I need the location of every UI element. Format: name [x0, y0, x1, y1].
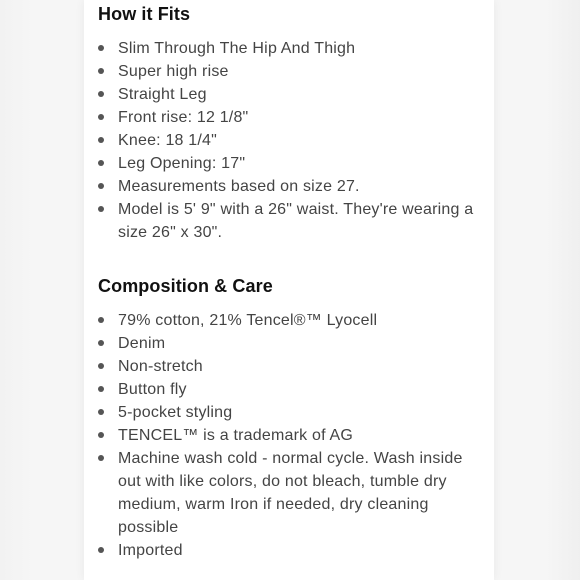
fit-item-rise: Super high rise [98, 60, 478, 83]
care-item-fly: Button fly [98, 378, 478, 401]
care-item-imported: Imported [98, 539, 478, 562]
care-item-stretch: Non-stretch [98, 355, 478, 378]
how-it-fits-heading: How it Fits [98, 4, 191, 24]
fit-item-front-rise: Front rise: 12 1/8" [98, 106, 478, 129]
fit-item-leg: Straight Leg [98, 83, 478, 106]
care-item-pockets: 5-pocket styling [98, 401, 478, 424]
fit-item-knee: Knee: 18 1/4" [98, 129, 478, 152]
fit-item-hip-thigh: Slim Through The Hip And Thigh [98, 37, 478, 60]
composition-care-list [98, 309, 478, 562]
care-item-trademark: TENCEL™ is a trademark of AG [98, 424, 478, 447]
fit-item-model-size: Model is 5' 9" with a 26" waist. They're wearing a size 26" x 30". [98, 198, 478, 244]
care-item-fabric: 79% cotton, 21% Tencel®™ Lyocell [98, 309, 478, 332]
fit-item-leg-opening: Leg Opening: 17" [98, 152, 478, 175]
how-it-fits-list [98, 37, 478, 244]
fit-item-measurements: Measurements based on size 27. [98, 175, 478, 198]
care-item-wash: Machine wash cold - normal cycle. Wash inside out with like colors, do not bleach, tumble dry medium, warm Iron if needed, dry cleaning possible [98, 447, 478, 539]
care-item-denim: Denim [98, 332, 478, 355]
composition-care-heading: Composition & Care [98, 276, 273, 296]
